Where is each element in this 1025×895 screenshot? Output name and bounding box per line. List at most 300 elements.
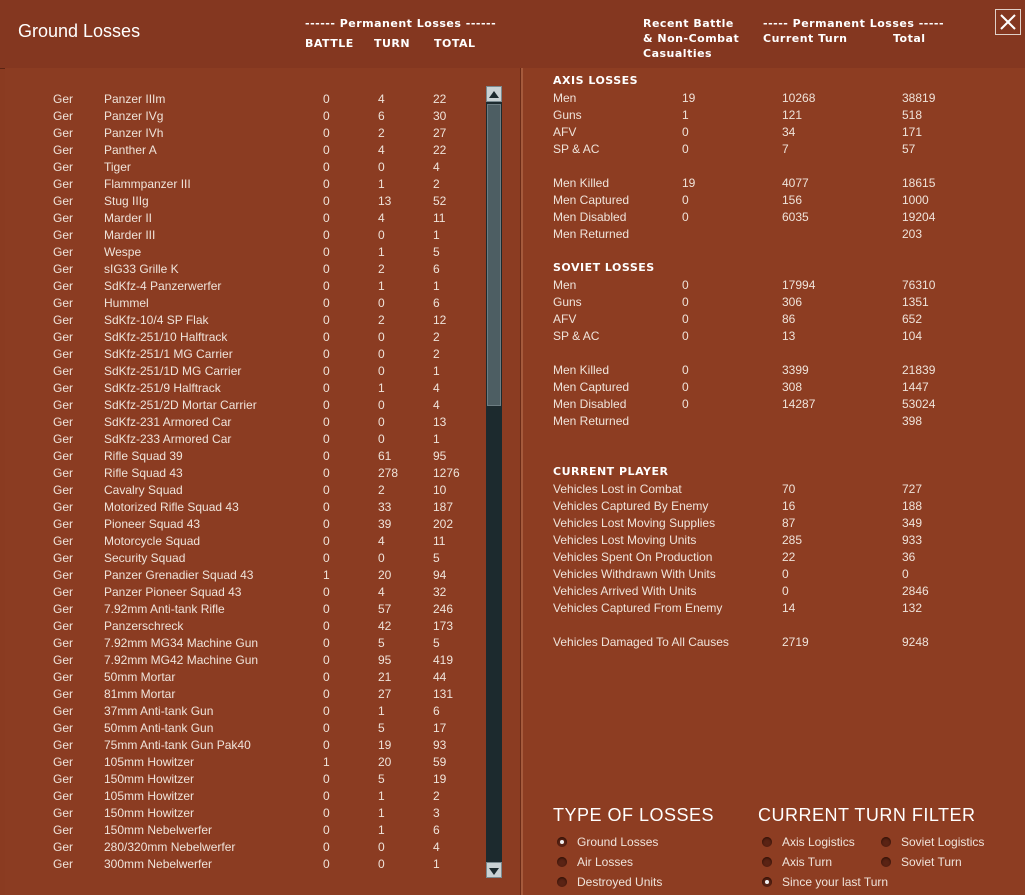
unit-turn-losses: 1 xyxy=(378,704,385,718)
unit-nation: Ger xyxy=(53,415,74,429)
stat-recent-value: 0 xyxy=(682,210,689,224)
unit-loss-row[interactable] xyxy=(5,465,485,482)
unit-loss-row[interactable] xyxy=(5,380,485,397)
stat-turn-value: 86 xyxy=(782,312,796,326)
unit-turn-losses: 1 xyxy=(378,381,385,395)
stat-label: AFV xyxy=(553,125,577,139)
radio-label: Axis Turn xyxy=(782,855,833,869)
stat-turn-value: 156 xyxy=(782,193,803,207)
unit-nation: Ger xyxy=(53,313,74,327)
unit-nation: Ger xyxy=(53,483,74,497)
unit-battle-losses: 0 xyxy=(323,245,330,259)
stat-total-value: 57 xyxy=(902,142,916,156)
radio-circle-icon xyxy=(762,857,772,867)
unit-turn-losses: 2 xyxy=(378,483,385,497)
unit-turn-losses: 0 xyxy=(378,551,385,565)
unit-total-losses: 4 xyxy=(433,398,440,412)
unit-total-losses: 32 xyxy=(433,585,447,599)
title-bar xyxy=(0,0,1025,69)
unit-battle-losses: 0 xyxy=(323,279,330,293)
unit-battle-losses: 0 xyxy=(323,687,330,701)
unit-name: Cavalry Squad xyxy=(104,483,183,497)
scroll-down-button[interactable] xyxy=(486,862,502,878)
stat-recent-value: 0 xyxy=(682,142,689,156)
radio-label: Axis Logistics xyxy=(782,835,855,849)
stat-row xyxy=(523,328,1003,345)
stat-total-value: 104 xyxy=(902,329,923,343)
unit-total-losses: 1 xyxy=(433,228,440,242)
unit-name: 7.92mm Anti-tank Rifle xyxy=(104,602,225,616)
stat-recent-value: 0 xyxy=(682,295,689,309)
unit-nation: Ger xyxy=(53,330,74,344)
unit-loss-row[interactable] xyxy=(5,533,485,550)
unit-loss-row[interactable] xyxy=(5,635,485,652)
radio-label: Soviet Logistics xyxy=(901,835,985,849)
unit-turn-losses: 0 xyxy=(378,398,385,412)
unit-loss-row[interactable] xyxy=(5,397,485,414)
unit-battle-losses: 0 xyxy=(323,789,330,803)
unit-name: SdKfz-251/2D Mortar Carrier xyxy=(104,398,257,412)
unit-turn-losses: 19 xyxy=(378,738,392,752)
unit-losses-rows xyxy=(5,88,485,895)
unit-battle-losses: 0 xyxy=(323,534,330,548)
stat-total-value: 171 xyxy=(902,125,923,139)
stat-label: SP & AC xyxy=(553,142,600,156)
permanent-losses-header-right: ----- Permanent Losses ----- xyxy=(763,17,945,30)
unit-loss-row[interactable] xyxy=(5,142,485,159)
unit-loss-row[interactable] xyxy=(5,805,485,822)
radio-label: Air Losses xyxy=(577,855,634,869)
unit-loss-row[interactable] xyxy=(5,856,485,873)
unit-total-losses: 173 xyxy=(433,619,454,633)
stat-row xyxy=(523,192,1003,209)
stat-row xyxy=(523,413,1003,430)
stat-turn-value: 308 xyxy=(782,380,803,394)
unit-nation: Ger xyxy=(53,109,74,123)
unit-total-losses: 1 xyxy=(433,857,440,871)
unit-turn-losses: 278 xyxy=(378,466,399,480)
stat-recent-value: 0 xyxy=(682,380,689,394)
unit-battle-losses: 0 xyxy=(323,840,330,854)
current-turn-filter-title: CURRENT TURN FILTER xyxy=(758,805,976,825)
unit-battle-losses: 0 xyxy=(323,262,330,276)
unit-total-losses: 11 xyxy=(433,211,446,225)
unit-name: 150mm Howitzer xyxy=(104,772,195,786)
stat-turn-value: 4077 xyxy=(782,176,809,190)
unit-nation: Ger xyxy=(53,789,74,803)
unit-nation: Ger xyxy=(53,500,74,514)
col-battle-header: BATTLE xyxy=(305,37,354,50)
unit-turn-losses: 0 xyxy=(378,330,385,344)
unit-name: Pioneer Squad 43 xyxy=(104,517,201,531)
unit-total-losses: 44 xyxy=(433,670,447,684)
unit-nation: Ger xyxy=(53,228,74,242)
unit-turn-losses: 0 xyxy=(378,840,385,854)
unit-nation: Ger xyxy=(53,534,74,548)
stat-total-value: 1000 xyxy=(902,193,929,207)
unit-total-losses: 59 xyxy=(433,755,447,769)
stat-turn-value: 0 xyxy=(782,584,789,598)
stat-row xyxy=(523,515,1003,532)
stat-row xyxy=(523,532,1003,549)
stat-label: AFV xyxy=(553,312,577,326)
unit-loss-row[interactable] xyxy=(5,91,485,108)
unit-battle-losses: 0 xyxy=(323,194,330,208)
stat-turn-value: 14 xyxy=(782,601,796,615)
stat-recent-value: 0 xyxy=(682,363,689,377)
unit-name: Panzerschreck xyxy=(104,619,184,633)
unit-turn-losses: 4 xyxy=(378,143,385,157)
unit-battle-losses: 1 xyxy=(323,755,330,769)
recent-battle-header-3: Casualties xyxy=(643,47,713,60)
stat-total-value: 349 xyxy=(902,516,923,530)
stat-total-value: 2846 xyxy=(902,584,929,598)
unit-loss-row[interactable] xyxy=(5,244,485,261)
unit-total-losses: 2 xyxy=(433,789,440,803)
unit-turn-losses: 27 xyxy=(378,687,392,701)
unit-loss-row[interactable] xyxy=(5,346,485,363)
col-total-right-header: Total xyxy=(893,32,926,45)
unit-total-losses: 5 xyxy=(433,245,440,259)
col-turn-header: TURN xyxy=(374,37,411,50)
unit-nation: Ger xyxy=(53,704,74,718)
stat-turn-value: 0 xyxy=(782,567,789,581)
arrow-down-icon xyxy=(487,864,501,878)
radio-circle-icon xyxy=(881,857,891,867)
unit-loss-row[interactable] xyxy=(5,550,485,567)
unit-battle-losses: 0 xyxy=(323,857,330,871)
unit-loss-row[interactable] xyxy=(5,159,485,176)
radio-circle-icon xyxy=(762,837,772,847)
unit-nation: Ger xyxy=(53,636,74,650)
stat-row xyxy=(523,600,1003,617)
radio-circle-icon xyxy=(557,877,567,887)
unit-name: Stug IIIg xyxy=(104,194,149,208)
unit-loss-row[interactable] xyxy=(5,686,485,703)
unit-turn-losses: 4 xyxy=(378,211,385,225)
stat-total-value: 518 xyxy=(902,108,923,122)
unit-battle-losses: 0 xyxy=(323,364,330,378)
unit-total-losses: 4 xyxy=(433,160,440,174)
unit-battle-losses: 0 xyxy=(323,109,330,123)
unit-nation: Ger xyxy=(53,857,74,871)
unit-battle-losses: 0 xyxy=(323,160,330,174)
unit-turn-losses: 0 xyxy=(378,296,385,310)
stat-label: Vehicles Lost Moving Units xyxy=(553,533,697,547)
unit-nation: Ger xyxy=(53,738,74,752)
stat-total-value: 18615 xyxy=(902,176,936,190)
unit-nation: Ger xyxy=(53,245,74,259)
unit-loss-row[interactable] xyxy=(5,108,485,125)
unit-name: Panzer Pioneer Squad 43 xyxy=(104,585,242,599)
unit-total-losses: 2 xyxy=(433,177,440,191)
unit-turn-losses: 2 xyxy=(378,126,385,140)
unit-nation: Ger xyxy=(53,194,74,208)
stat-label: Vehicles Arrived With Units xyxy=(553,584,697,598)
unit-loss-row[interactable] xyxy=(5,720,485,737)
stat-label: Vehicles Damaged To All Causes xyxy=(553,635,729,649)
unit-battle-losses: 0 xyxy=(323,466,330,480)
unit-name: SdKfz-251/9 Halftrack xyxy=(104,381,221,395)
soviet-losses-title: SOVIET LOSSES xyxy=(553,261,655,274)
stat-row xyxy=(523,90,1003,107)
unit-name: SdKfz-233 Armored Car xyxy=(104,432,232,446)
unit-loss-row[interactable] xyxy=(5,210,485,227)
unit-turn-losses: 0 xyxy=(378,415,385,429)
stat-row xyxy=(523,498,1003,515)
stat-row xyxy=(523,107,1003,124)
unit-loss-row[interactable] xyxy=(5,176,485,193)
unit-nation: Ger xyxy=(53,670,74,684)
unit-battle-losses: 0 xyxy=(323,449,330,463)
stat-turn-value: 2719 xyxy=(782,635,809,649)
stat-row xyxy=(523,294,1003,311)
stat-total-value: 132 xyxy=(902,601,923,615)
unit-turn-losses: 0 xyxy=(378,857,385,871)
unit-name: 300mm Nebelwerfer xyxy=(104,857,213,871)
axis-losses-title: AXIS LOSSES xyxy=(553,74,639,87)
unit-battle-losses: 0 xyxy=(323,347,330,361)
vehicles-damaged-row xyxy=(523,634,1003,651)
unit-loss-row[interactable] xyxy=(5,499,485,516)
stat-total-value: 0 xyxy=(902,567,909,581)
unit-total-losses: 30 xyxy=(433,109,447,123)
stat-recent-value: 0 xyxy=(682,193,689,207)
unit-total-losses: 5 xyxy=(433,636,440,650)
unit-loss-row[interactable] xyxy=(5,448,485,465)
unit-loss-row[interactable] xyxy=(5,771,485,788)
stat-row xyxy=(523,277,1003,294)
unit-total-losses: 10 xyxy=(433,483,447,497)
unit-name: Flammpanzer III xyxy=(104,177,191,191)
unit-nation: Ger xyxy=(53,721,74,735)
stat-recent-value: 0 xyxy=(682,397,689,411)
unit-nation: Ger xyxy=(53,160,74,174)
scroll-thumb[interactable] xyxy=(487,104,501,406)
unit-loss-row[interactable] xyxy=(5,584,485,601)
unit-losses-list xyxy=(5,68,521,895)
unit-turn-losses: 1 xyxy=(378,279,385,293)
unit-nation: Ger xyxy=(53,568,74,582)
stat-turn-value: 7 xyxy=(782,142,789,156)
unit-name: 280/320mm Nebelwerfer xyxy=(104,840,236,854)
unit-turn-losses: 1 xyxy=(378,823,385,837)
current-player-title: CURRENT PLAYER xyxy=(553,465,669,478)
unit-turn-losses: 21 xyxy=(378,670,392,684)
unit-loss-row[interactable] xyxy=(5,839,485,856)
stat-label: Men Captured xyxy=(553,193,630,207)
stat-label: Vehicles Lost in Combat xyxy=(553,482,682,496)
stat-label: Guns xyxy=(553,108,582,122)
recent-battle-header-1: Recent Battle xyxy=(643,17,734,30)
unit-total-losses: 4 xyxy=(433,840,440,854)
unit-turn-losses: 4 xyxy=(378,585,385,599)
unit-total-losses: 17 xyxy=(433,721,447,735)
stat-label: Vehicles Spent On Production xyxy=(553,550,713,564)
unit-total-losses: 6 xyxy=(433,823,440,837)
unit-name: Panther A xyxy=(104,143,157,157)
stat-label: Men xyxy=(553,278,577,292)
stat-row xyxy=(523,481,1003,498)
unit-loss-row[interactable] xyxy=(5,193,485,210)
stat-turn-value: 3399 xyxy=(782,363,809,377)
unit-loss-row[interactable] xyxy=(5,431,485,448)
unit-loss-row[interactable] xyxy=(5,414,485,431)
stat-label: Men Captured xyxy=(553,380,630,394)
unit-nation: Ger xyxy=(53,347,74,361)
unit-name: 81mm Mortar xyxy=(104,687,176,701)
unit-total-losses: 246 xyxy=(433,602,454,616)
unit-nation: Ger xyxy=(53,364,74,378)
radio-label: Ground Losses xyxy=(577,835,659,849)
unit-battle-losses: 0 xyxy=(323,602,330,616)
unit-battle-losses: 0 xyxy=(323,619,330,633)
stat-total-value: 188 xyxy=(902,499,923,513)
unit-name: Rifle Squad 39 xyxy=(104,449,183,463)
stat-row xyxy=(523,379,1003,396)
unit-battle-losses: 0 xyxy=(323,653,330,667)
unit-turn-losses: 1 xyxy=(378,806,385,820)
unit-loss-row[interactable] xyxy=(5,669,485,686)
stat-label: Men Returned xyxy=(553,414,630,428)
unit-loss-row[interactable] xyxy=(5,363,485,380)
stat-turn-value: 13 xyxy=(782,329,796,343)
unit-total-losses: 202 xyxy=(433,517,454,531)
radio-circle-icon xyxy=(557,857,567,867)
unit-loss-row[interactable] xyxy=(5,788,485,805)
unit-turn-losses: 1 xyxy=(378,789,385,803)
radio-circle-icon xyxy=(762,877,772,887)
unit-loss-row[interactable] xyxy=(5,295,485,312)
stat-total-value: 19204 xyxy=(902,210,936,224)
col-current-turn-header: Current Turn xyxy=(763,32,848,45)
unit-loss-row[interactable] xyxy=(5,227,485,244)
stat-turn-value: 14287 xyxy=(782,397,816,411)
stat-total-value: 53024 xyxy=(902,397,936,411)
unit-nation: Ger xyxy=(53,449,74,463)
unit-loss-row[interactable] xyxy=(5,261,485,278)
unit-total-losses: 93 xyxy=(433,738,447,752)
unit-total-losses: 1 xyxy=(433,364,440,378)
stat-label: Men xyxy=(553,91,577,105)
unit-nation: Ger xyxy=(53,619,74,633)
unit-loss-row[interactable] xyxy=(5,278,485,295)
unit-loss-row[interactable] xyxy=(5,737,485,754)
stat-row xyxy=(523,396,1003,413)
unit-nation: Ger xyxy=(53,398,74,412)
unit-nation: Ger xyxy=(53,551,74,565)
unit-name: Wespe xyxy=(104,245,142,259)
unit-nation: Ger xyxy=(53,806,74,820)
unit-battle-losses: 0 xyxy=(323,585,330,599)
unit-battle-losses: 0 xyxy=(323,483,330,497)
stat-turn-value: 17994 xyxy=(782,278,816,292)
unit-loss-row[interactable] xyxy=(5,601,485,618)
col-total-header: TOTAL xyxy=(434,37,476,50)
unit-loss-row[interactable] xyxy=(5,652,485,669)
stat-turn-value: 34 xyxy=(782,125,796,139)
unit-turn-losses: 20 xyxy=(378,568,392,582)
unit-loss-row[interactable] xyxy=(5,822,485,839)
unit-name: Rifle Squad 43 xyxy=(104,466,183,480)
unit-battle-losses: 0 xyxy=(323,177,330,191)
stat-row xyxy=(523,362,1003,379)
unit-total-losses: 19 xyxy=(433,772,447,786)
stat-recent-value: 19 xyxy=(682,176,696,190)
unit-nation: Ger xyxy=(53,772,74,786)
unit-name: 150mm Nebelwerfer xyxy=(104,823,213,837)
unit-name: Panzer IVg xyxy=(104,109,164,123)
unit-nation: Ger xyxy=(53,602,74,616)
unit-total-losses: 22 xyxy=(433,92,447,106)
stat-turn-value: 121 xyxy=(782,108,803,122)
stat-total-value: 36 xyxy=(902,550,916,564)
unit-loss-row[interactable] xyxy=(5,754,485,771)
unit-nation: Ger xyxy=(53,279,74,293)
stat-row xyxy=(523,124,1003,141)
unit-battle-losses: 0 xyxy=(323,398,330,412)
unit-loss-row[interactable] xyxy=(5,312,485,329)
unit-total-losses: 1276 xyxy=(433,466,460,480)
unit-name: Tiger xyxy=(104,160,131,174)
unit-battle-losses: 0 xyxy=(323,126,330,140)
unit-nation: Ger xyxy=(53,687,74,701)
radio-label: Since your last Turn xyxy=(782,875,889,889)
unit-name: 150mm Howitzer xyxy=(104,806,195,820)
stat-recent-value: 0 xyxy=(682,278,689,292)
unit-loss-row[interactable] xyxy=(5,703,485,720)
stat-row xyxy=(523,566,1003,583)
close-icon xyxy=(999,13,1017,31)
stat-total-value: 9248 xyxy=(902,635,929,649)
stat-recent-value: 0 xyxy=(682,312,689,326)
unit-loss-row[interactable] xyxy=(5,618,485,635)
scroll-up-button[interactable] xyxy=(486,86,502,102)
unit-nation: Ger xyxy=(53,92,74,106)
stat-turn-value: 70 xyxy=(782,482,796,496)
stat-total-value: 1351 xyxy=(902,295,929,309)
stat-turn-value: 6035 xyxy=(782,210,809,224)
unit-battle-losses: 0 xyxy=(323,330,330,344)
stat-row xyxy=(523,226,1003,243)
recent-battle-header-2: & Non-Combat xyxy=(643,32,740,45)
unit-loss-row[interactable] xyxy=(5,567,485,584)
unit-name: sIG33 Grille K xyxy=(104,262,179,276)
close-button[interactable] xyxy=(995,9,1021,35)
unit-nation: Ger xyxy=(53,296,74,310)
unit-battle-losses: 0 xyxy=(323,551,330,565)
stat-label: Vehicles Lost Moving Supplies xyxy=(553,516,716,530)
unit-name: Hummel xyxy=(104,296,149,310)
unit-name: SdKfz-231 Armored Car xyxy=(104,415,232,429)
unit-turn-losses: 5 xyxy=(378,772,385,786)
unit-turn-losses: 0 xyxy=(378,364,385,378)
unit-total-losses: 187 xyxy=(433,500,454,514)
unit-battle-losses: 0 xyxy=(323,806,330,820)
unit-loss-row[interactable] xyxy=(5,516,485,533)
unit-name: SdKfz-251/1D MG Carrier xyxy=(104,364,242,378)
stat-row xyxy=(523,311,1003,328)
unit-loss-row[interactable] xyxy=(5,482,485,499)
unit-battle-losses: 0 xyxy=(323,704,330,718)
unit-loss-row[interactable] xyxy=(5,329,485,346)
unit-turn-losses: 0 xyxy=(378,228,385,242)
unit-loss-row[interactable] xyxy=(5,125,485,142)
unit-total-losses: 6 xyxy=(433,296,440,310)
stat-recent-value: 1 xyxy=(682,108,689,122)
list-scrollbar[interactable] xyxy=(486,86,502,878)
unit-nation: Ger xyxy=(53,177,74,191)
